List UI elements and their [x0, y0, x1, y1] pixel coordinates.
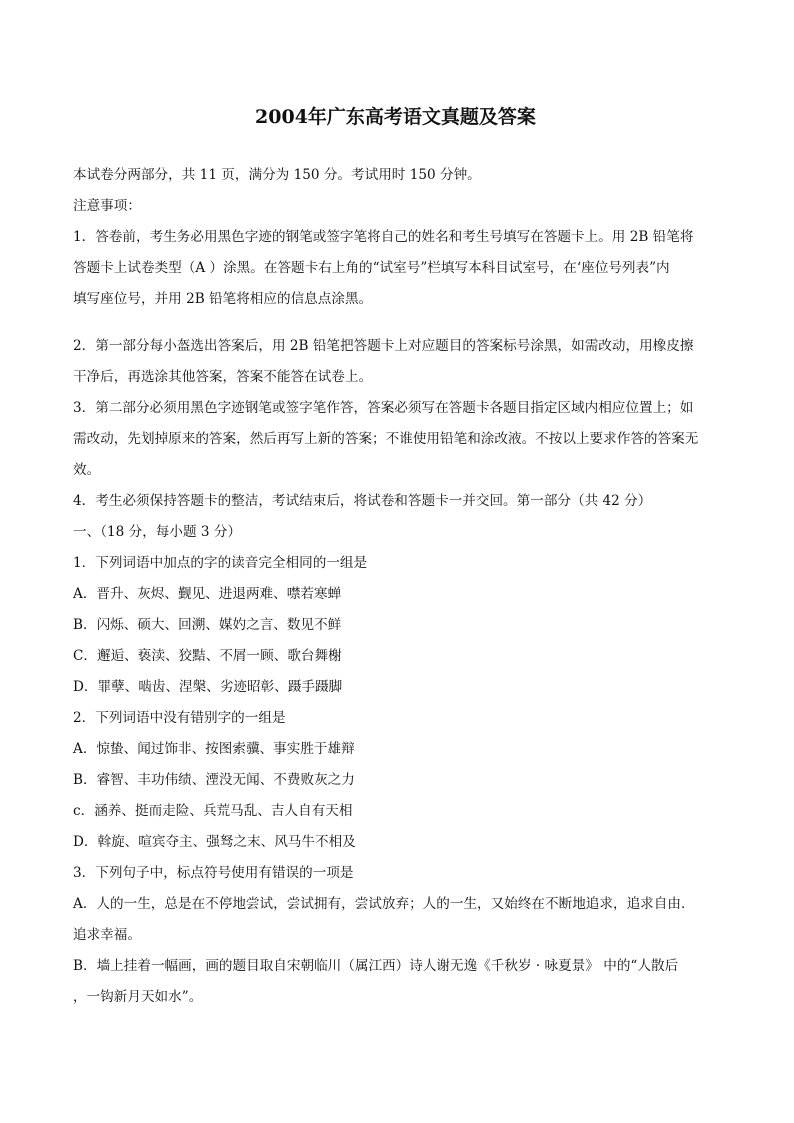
question-2-stem: 2．下列词语中没有错别字的一组是: [73, 710, 286, 726]
note-1-line-1: 1．答卷前，考生务必用黑色字迹的钢笔或签字笔将自己的姓名和考生号填写在答题卡上。用 2B 铅笔将: [73, 229, 694, 245]
notice-heading: 注意事项：: [73, 198, 141, 214]
note-1-line-3: 填写座位号，并用 2B 铅笔将相应的信息点涂黑。: [73, 291, 373, 307]
note-2-line-2: 干净后，再选涂其他答案，答案不能答在试卷上。: [73, 369, 373, 385]
question-1-stem: 1．下列词语中加点的字的读音完全相同的一组是: [73, 555, 368, 571]
question-3-option-a-line-2: 追求幸福。: [73, 927, 141, 943]
question-1-option-b: B．闪烁、硕大、回溯、媒妁之言、数见不鲜: [73, 617, 342, 633]
paragraph-gap: [73, 315, 718, 331]
note-3-line-1: 3．第二部分必须用黑色字迹钢笔或签字笔作答，答案必须写在答题卡各题目指定区域内相应位置上；如: [73, 400, 694, 416]
question-3-option-b-line-2: ，一钩新月天如水”。: [73, 989, 203, 1005]
question-2-option-d: D．斡旋、喧宾夺主、强驽之末、风马牛不相及: [73, 834, 356, 850]
note-3-line-2: 需改动，先划掉原来的答案，然后再写上新的答案；不谁使用铅笔和涂改液。不按以上要求作答的答案无: [73, 431, 699, 447]
question-3-stem: 3．下列句子中，标点符号使用有错误的一项是: [73, 865, 354, 881]
question-2-option-c: c．涵养、挺而走险、兵荒马乱、吉人自有天相: [73, 803, 353, 819]
note-4-line-1: 4．考生必须保持答题卡的整洁，考试结束后，将试卷和答题卡一并交回。第一部分（共 42 分）: [73, 493, 652, 509]
question-2-option-b: B．睿智、丰功伟绩、湮没无闻、不费败灰之力: [73, 772, 355, 788]
question-2-option-a: A．惊蛰、闻过饰非、按图索骥、事实胜于雄辩: [73, 741, 355, 757]
document-title: 2004年广东高考语文真题及答案: [255, 106, 536, 128]
question-1-option-a: A．晋升、灰烬、觐见、进退两难、噤若寒蝉: [73, 586, 342, 602]
note-1-line-2: 答题卡上试卷类型（A ）涂黑。在答题卡右上角的“试室号”栏填写本科目试室号，在‘座位号列表”内: [73, 260, 670, 276]
question-1-option-c: C．邂逅、亵渎、狡黠、不屑一顾、歌台舞榭: [73, 648, 342, 664]
intro-text: 本试卷分两部分，共 11 页，满分为 150 分。考试用时 150 分钟。: [73, 167, 481, 183]
question-1-option-d: D．罪孽、啮齿、涅槃、劣迹昭彰、蹑手蹑脚: [73, 679, 343, 695]
section-heading: 一、（18 分，每小题 3 分）: [73, 524, 242, 540]
question-3-option-a-line-1: A．人的一生，总是在不停地尝试，尝试拥有，尝试放弃；人的一生，又始终在不断地追求，追求自由．: [73, 896, 695, 912]
note-3-line-3: 效。: [73, 462, 101, 478]
question-3-option-b-line-1: B．墙上挂着一幅画，画的题目取自宋朝临川（属江西）诗人谢无逸《千秋岁 · 咏夏景》 中的“人散后: [73, 958, 679, 974]
note-2-line-1: 2．第一部分每小盔选出答案后，用 2B 铅笔把答题卡上对应题目的答案标号涂黑，如需改动，用橡皮擦: [73, 338, 694, 354]
